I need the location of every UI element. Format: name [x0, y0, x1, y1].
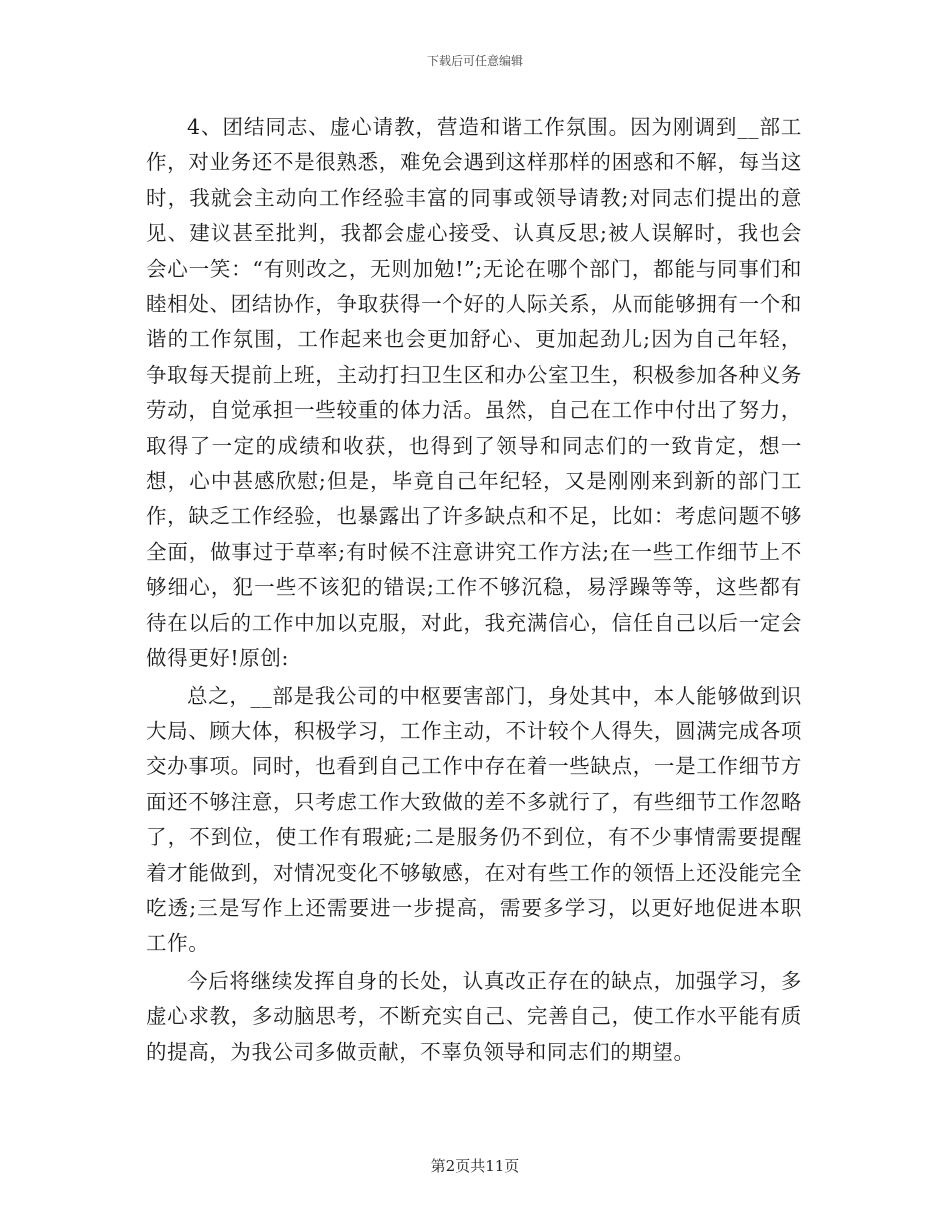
paragraph-future-plans: 今后将继续发挥自身的长处，认真改正存在的缺点，加强学习，多虚心求教，多动脑思考，不断充实自己、完善自己，使工作水平能有质的提高，为我公司多做贡献，不辜负领导和同志们的期望。 [146, 968, 802, 1064]
page-header: 下载后可任意编辑 [426, 54, 523, 68]
document-body [146, 110, 802, 1070]
paragraph-summary: 总之，__部是我公司的中枢要害部门，身处其中，本人能够做到识大局、顾大体，积极学习，工作主动，不计较个人得失，圆满完成各项交办事项。同时，也看到自己工作中存在着一些缺点，一是工作细节方面还不够注意，只考虑工作大致做的差不多就行了，有些细节工作忽略了，不到位，使工作有瑕疵;二是服务仍不到位，有不少事情需要提醒着才能做到，对情况变化不够敏感，在对有些工作的领悟上还没能完全吃透;三是写作上还需要进一步提高，需要多学习，以更好地促进本职工作。 [146, 683, 802, 956]
page-number: 第2页共11页 [430, 1157, 520, 1175]
paragraph-unity-colleagues: 4、团结同志、虚心请教，营造和谐工作氛围。因为刚调到__部工作，对业务还不是很熟悉，难免会遇到这样那样的困惑和不解，每当这时，我就会主动向工作经验丰富的同事或领导请教;对同志们提出的意见、建议甚至批判，我都会虚心接受、认真反思;被人误解时，我也会会心一笑：“有则改之，无则加勉!”;无论在哪个部门，都能与同事们和睦相处、团结协作，争取获得一个好的人际关系，从而能够拥有一个和谐的工作氛围，工作起来也会更加舒心、更加起劲儿;因为自己年轻，争取每天提前上班，主动打扫卫生区和办公室卫生，积极参加各种义务劳动，自觉承担一些较重的体力活。虽然，自己在工作中付出了努力，取得了一定的成绩和收获，也得到了领导和同志们的一致肯定，想一想，心中甚感欣慰;但是，毕竟自己年纪轻，又是刚刚来到新的部门工作，缺乏工作经验，也暴露出了许多缺点和不足，比如：考虑问题不够全面，做事过于草率;有时候不注意讲究工作方法;在一些工作细节上不够细心，犯一些不该犯的错误;工作不够沉稳，易浮躁等等，这些都有待在以后的工作中加以克服，对此，我充满信心，信任自己以后一定会做得更好!原创: [146, 115, 802, 671]
